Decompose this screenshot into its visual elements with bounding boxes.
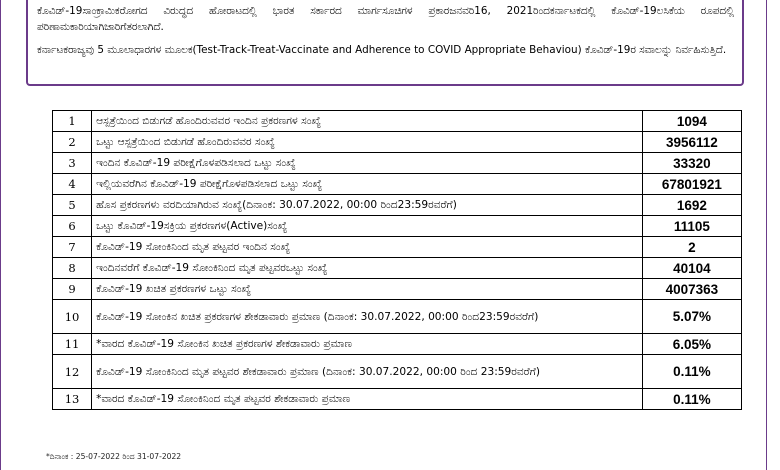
- row-value: 5.07%: [642, 300, 741, 334]
- row-description: ಕೊವಿಡ್-19 ಸೋಂಕಿನ ಖಚಿತ ಪ್ರಕರಣಗಳ ಶೇಕಡಾವಾರು ಪ್ರಮಾಣ (ದಿನಾಂಕ: 30.07.2022, 00:00 ರಿಂದ23:59ರವರೆಗೆ): [92, 300, 643, 334]
- row-number: 10: [53, 300, 92, 334]
- row-value: 40104: [642, 258, 741, 279]
- page-border-left: [0, 0, 1, 470]
- row-number: 12: [53, 355, 92, 389]
- intro-box: [26, 0, 744, 86]
- row-value: 0.11%: [642, 355, 741, 389]
- page-border-right: [766, 0, 767, 470]
- row-description: ಹೊಸ ಪ್ರಕರಣಗಳು ವರದಿಯಾಗಿರುವ ಸಂಖ್ಯೆ(ದಿನಾಂಕ: 30.07.2022, 00:00 ರಿಂದ23:59ರವರೆಗೆ): [92, 195, 643, 216]
- row-number: 9: [53, 279, 92, 300]
- row-description: ಕೊವಿಡ್-19 ಖಚಿತ ಪ್ರಕರಣಗಳ ಒಟ್ಟು ಸಂಖ್ಯೆ: [92, 279, 643, 300]
- row-number: 2: [53, 132, 92, 153]
- row-value: 1692: [642, 195, 741, 216]
- table-row: [53, 258, 742, 279]
- table-row: [53, 389, 742, 410]
- table-row: [53, 355, 742, 389]
- table-row: [53, 111, 742, 132]
- row-description: ಒಟ್ಟು ಆಸ್ಪತ್ರೆಯಿಂದ ಬಿಡುಗಡೆ ಹೊಂದಿರುವವರ ಸಂಖ್ಯೆ: [92, 132, 643, 153]
- table-row: [53, 153, 742, 174]
- footnote: *ದಿನಾಂಕ : 25-07-2022 ರಿಂದ 31-07-2022: [46, 452, 182, 461]
- row-number: 1: [53, 111, 92, 132]
- row-value: 4007363: [642, 279, 741, 300]
- row-description: ಕೊವಿಡ್-19 ಸೋಂಕಿನಿಂದ ಮೃತ ಪಟ್ಟವರ ಶೇಕಡಾವಾರು ಪ್ರಮಾಣ (ದಿನಾಂಕ: 30.07.2022, 00:00 ರಿಂದ 23:59ರವರೆಗೆ): [92, 355, 643, 389]
- row-value: 6.05%: [642, 334, 741, 355]
- row-number: 11: [53, 334, 92, 355]
- table-row: [53, 237, 742, 258]
- table-row: [53, 195, 742, 216]
- row-number: 3: [53, 153, 92, 174]
- row-value: 33320: [642, 153, 741, 174]
- table-row: [53, 300, 742, 334]
- row-description: ಇಂದಿನವರೆಗೆ ಕೊವಿಡ್-19 ಸೋಂಕಿನಿಂದ ಮೃತ ಪಟ್ಟವರಒಟ್ಟು ಸಂಖ್ಯೆ: [92, 258, 643, 279]
- row-description: ಒಟ್ಟು ಕೊವಿಡ್-19ಸಕ್ರಿಯ ಪ್ರಕರಣಗಳ(Active)ಸಂಖ್ಯೆ: [92, 216, 643, 237]
- row-description: ಕೊವಿಡ್-19 ಸೋಂಕಿನಿಂದ ಮೃತ ಪಟ್ಟವರ ಇಂದಿನ ಸಂಖ್ಯೆ: [92, 237, 643, 258]
- row-value: 0.11%: [642, 389, 741, 410]
- row-description: ಇಲ್ಲಿಯವರೆಗಿನ ಕೊವಿಡ್-19 ಪರೀಕ್ಷೆಗೊಳಪಡಿಸಲಾದ ಒಟ್ಟು ಸಂಖ್ಯೆ: [92, 174, 643, 195]
- row-number: 8: [53, 258, 92, 279]
- table-row: [53, 334, 742, 355]
- table-row: [53, 132, 742, 153]
- row-value: 2: [642, 237, 741, 258]
- row-value: 67801921: [642, 174, 741, 195]
- row-number: 5: [53, 195, 92, 216]
- table-row: [53, 279, 742, 300]
- row-description: ಇಂದಿನ ಕೊವಿಡ್-19 ಪರೀಕ್ಷೆಗೊಳಪಡಿಸಲಾದ ಒಟ್ಟು ಸಂಖ್ಯೆ: [92, 153, 643, 174]
- intro-paragraph-2: ಕರ್ನಾಟಕರಾಜ್ಯವು 5 ಮೂಲಾಧಾರಗಳ ಮೂಲಕ(Test-Track-Treat-Vaccinate and Adherence to COVID Appropriate Behaviou) ಕೊವಿಡ್-19ರ ಸವಾಲನ್ನು ನಿರ್ವಹಿಸುತ್ತಿದೆ.: [37, 44, 727, 56]
- row-description: *ವಾರದ ಕೊವಿಡ್-19 ಸೋಂಕಿನ ಖಚಿತ ಪ್ರಕರಣಗಳ ಶೇಕಡಾವಾರು ಪ್ರಮಾಣ: [92, 334, 643, 355]
- covid-stats-table: [52, 110, 742, 410]
- row-number: 6: [53, 216, 92, 237]
- row-value: 3956112: [642, 132, 741, 153]
- table-row: [53, 216, 742, 237]
- row-number: 13: [53, 389, 92, 410]
- row-description: ಆಸ್ಪತ್ರೆಯಿಂದ ಬಿಡುಗಡೆ ಹೊಂದಿರುವವರ ಇಂದಿನ ಪ್ರಕರಣಗಳ ಸಂಖ್ಯೆ: [92, 111, 643, 132]
- row-number: 4: [53, 174, 92, 195]
- row-description: *ವಾರದ ಕೊವಿಡ್-19 ಸೋಂಕಿನಿಂದ ಮೃತ ಪಟ್ಟವರ ಶೇಕಡಾವಾರು ಪ್ರಮಾಣ: [92, 389, 643, 410]
- intro-paragraph-1: ಕೊವಿಡ್-19ಸಾಂಕ್ರಾಮಿಕರೋಗದ ವಿರುದ್ಧದ ಹೋರಾಟದಲ್ಲಿ ಭಾರತ ಸರ್ಕಾರದ ಮಾರ್ಗಸೂಚಿಗಳ ಪ್ರಕಾರಜನವರಿ16, 2021ರಿಂದಕರ್ನಾಟಕದಲ್ಲಿ ಕೊವಿಡ್-19ಲಸಿಕೆಯ ರೂಪದಲ್ಲಿ ಪರಿಣಾಮಕಾರಿಯಾಗಿಜಾರಿಗೆತರಲಾಗಿದೆ.: [37, 5, 734, 33]
- row-value: 1094: [642, 111, 741, 132]
- table-row: [53, 174, 742, 195]
- row-value: 11105: [642, 216, 741, 237]
- row-number: 7: [53, 237, 92, 258]
